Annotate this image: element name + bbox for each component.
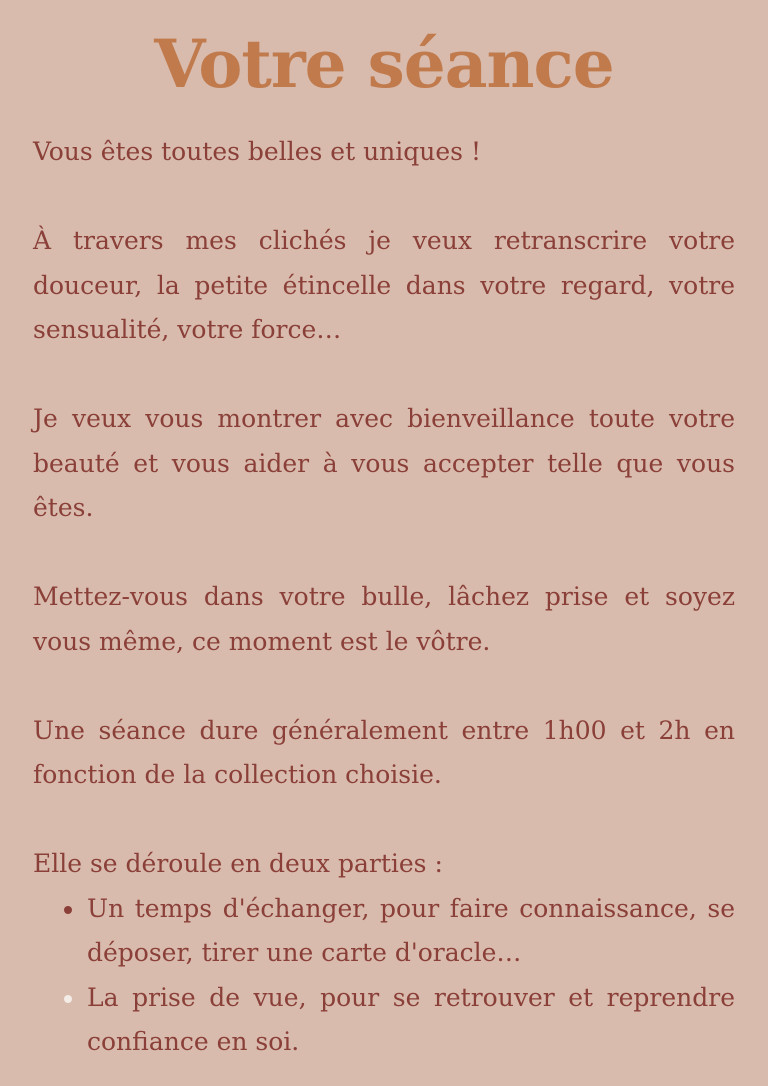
paragraph-intro: Vous êtes toutes belles et uniques ! <box>33 137 481 166</box>
bullet-dot-icon <box>64 995 72 1003</box>
bullet-dot-icon <box>64 906 72 914</box>
list-item <box>87 887 735 976</box>
body-content <box>33 130 735 1065</box>
paragraph-bienveillance: Je veux vous montrer avec bienveillance toute votre beauté et vous aider à vous accepter telle que vous êtes. <box>33 404 735 522</box>
list-item-text: La prise de vue, pour se retrouver et reprendre confiance en soi. <box>87 982 735 1056</box>
list-item-text: Un temps d'échanger, pour faire connaissance, se déposer, tirer une carte d'oracle… <box>87 893 735 967</box>
paragraph-duree: Une séance dure généralement entre 1h00 et 2h en fonction de la collection choisie. <box>33 715 735 789</box>
paragraph-deroulement: Elle se déroule en deux parties : <box>33 849 443 878</box>
page-title: Votre séance <box>154 25 614 103</box>
session-parts-list <box>33 887 735 1065</box>
paragraph-bulle: Mettez-vous dans votre bulle, lâchez prise et soyez vous même, ce moment est le vôtre. <box>33 582 735 656</box>
paragraph-clichés: À travers mes clichés je veux retranscrire votre douceur, la petite étincelle dans votre regard, votre sensualité, votre force… <box>33 226 735 344</box>
list-item <box>87 976 735 1065</box>
